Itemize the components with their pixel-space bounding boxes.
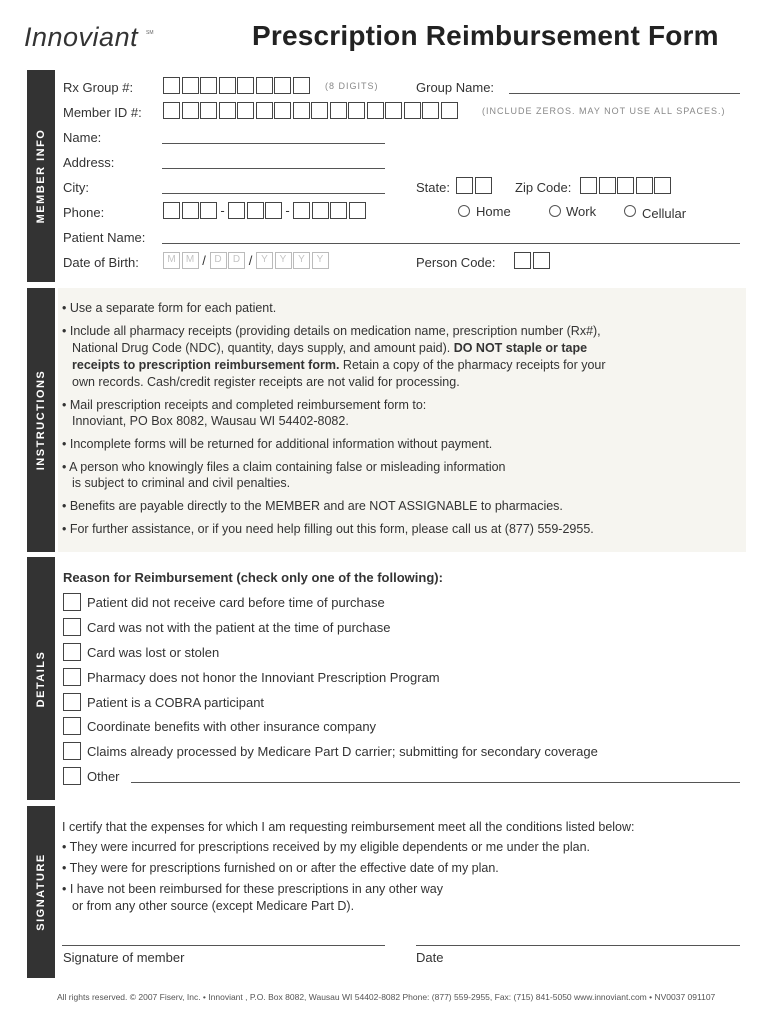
- patient-name-label: Patient Name:: [63, 230, 146, 245]
- zip-code-label: Zip Code:: [515, 180, 572, 195]
- group-name-field[interactable]: [509, 93, 740, 94]
- reason-heading: Reason for Reimbursement (check only one of the following):: [63, 570, 443, 585]
- signature-label: SIGNATURE: [35, 853, 47, 931]
- dob-placeholder: M: [185, 254, 195, 265]
- rx-group-label: Rx Group #:: [63, 80, 134, 95]
- instruction-item: • Incomplete forms will be returned for additional information without payment.: [62, 437, 493, 451]
- city-field[interactable]: [162, 193, 385, 194]
- work-radio[interactable]: [549, 205, 561, 217]
- certification-item: or from any other source (except Medicare Part D).: [72, 899, 355, 913]
- instruction-item: is subject to criminal and civil penalties.: [72, 476, 291, 490]
- instruction-item: • A person who knowingly files a claim containing false or misleading information: [62, 460, 506, 474]
- instructions-sidebar: [27, 288, 55, 552]
- reason-checkbox[interactable]: [63, 668, 81, 686]
- address-field[interactable]: [162, 168, 385, 169]
- zip-code-boxes[interactable]: [580, 177, 673, 194]
- details-label: DETAILS: [35, 650, 47, 707]
- reason-label: Card was not with the patient at the time of purchase: [87, 620, 391, 635]
- other-checkbox[interactable]: [63, 767, 81, 785]
- instruction-bold: receipts to prescription reimbursement form.: [72, 358, 340, 372]
- footer-text: All rights reserved. © 2007 Fiserv, Inc. • Innoviant , P.O. Box 8082, Wausau WI 54402-8082 Phone: (877) 559-2955, Fax: (715) 841-5050 www.innoviant.com • NV0037 091107: [57, 992, 716, 1002]
- other-label: Other: [87, 769, 120, 784]
- instruction-item: own records. Cash/credit register receipts are not valid for processing.: [72, 375, 460, 389]
- address-label: Address:: [63, 155, 115, 170]
- rx-group-boxes[interactable]: [163, 77, 311, 94]
- state-boxes[interactable]: [456, 177, 493, 194]
- instruction-item: • Mail prescription receipts and completed reimbursement form to:: [62, 398, 427, 412]
- dob-separator: /: [202, 253, 206, 268]
- patient-name-field[interactable]: [162, 243, 740, 244]
- dob-placeholder: D: [214, 254, 222, 265]
- dob-placeholder: Y: [298, 254, 305, 265]
- details-sidebar: [27, 557, 55, 800]
- reason-label: Claims already processed by Medicare Part D carrier; submitting for secondary coverage: [87, 744, 598, 759]
- instruction-item: Innoviant, PO Box 8082, Wausau WI 54402-8082.: [72, 414, 349, 428]
- member-id-hint: (INCLUDE ZEROS. MAY NOT USE ALL SPACES.): [482, 106, 726, 116]
- reason-checkbox[interactable]: [63, 693, 81, 711]
- certification-item: • They were for prescriptions furnished on or after the effective date of my plan.: [62, 861, 499, 875]
- reason-checkbox[interactable]: [63, 618, 81, 636]
- cellular-label: Cellular: [642, 206, 687, 221]
- home-label: Home: [476, 204, 511, 219]
- reason-label: Pharmacy does not honor the Innoviant Prescription Program: [87, 670, 440, 685]
- reason-label: Coordinate benefits with other insurance company: [87, 719, 377, 734]
- dob-placeholder: Y: [279, 254, 287, 265]
- phone-boxes[interactable]: [163, 202, 367, 219]
- phone-separator: -: [220, 203, 225, 218]
- name-field[interactable]: [162, 143, 385, 144]
- cellular-radio[interactable]: [624, 205, 636, 217]
- phone-label: Phone:: [63, 205, 105, 220]
- member-id-label: Member ID #:: [63, 105, 142, 120]
- instruction-item: [72, 357, 606, 374]
- city-label: City:: [63, 180, 89, 195]
- person-code-boxes[interactable]: [514, 252, 551, 269]
- work-label: Work: [566, 204, 597, 219]
- dob-placeholder: M: [167, 254, 176, 265]
- date-of-birth-boxes[interactable]: [163, 252, 330, 269]
- instruction-item: • Include all pharmacy receipts (providing details on medication name, prescription number (Rx#),: [62, 324, 601, 338]
- instruction-text: National Drug Code (NDC), quantity, days supply, and amount paid).: [72, 341, 451, 355]
- instructions-label: INSTRUCTIONS: [35, 369, 47, 471]
- form-title: Prescription Reimbursement Form: [252, 20, 719, 51]
- innoviant-logo: Innoviant: [24, 22, 139, 52]
- signature-of-member-label: Signature of member: [63, 950, 185, 965]
- reason-checkbox[interactable]: [63, 593, 81, 611]
- name-label: Name:: [63, 130, 102, 145]
- group-name-label: Group Name:: [416, 80, 495, 95]
- rx-group-hint: (8 DIGITS): [325, 81, 379, 91]
- phone-separator: -: [285, 203, 290, 218]
- instruction-text: Retain a copy of the pharmacy receipts for your: [342, 358, 606, 372]
- service-mark: SM: [146, 30, 154, 36]
- person-code-label: Person Code:: [416, 255, 496, 270]
- reason-label: Patient is a COBRA participant: [87, 695, 265, 710]
- instruction-item: • For further assistance, or if you need help filling out this form, please call us at (877) 559-2955.: [62, 522, 594, 536]
- dob-placeholder: Y: [316, 254, 324, 265]
- member-info-sidebar: [27, 70, 55, 282]
- reason-checkbox[interactable]: [63, 717, 81, 735]
- member-id-boxes[interactable]: [163, 102, 459, 119]
- date-field[interactable]: [416, 945, 740, 946]
- other-reason-field[interactable]: [131, 782, 740, 783]
- dob-separator: /: [248, 253, 253, 268]
- member-signature-field[interactable]: [62, 945, 385, 946]
- reason-label: Patient did not receive card before time of purchase: [87, 595, 385, 610]
- date-label: Date: [416, 950, 444, 965]
- reason-label: Card was lost or stolen: [87, 645, 220, 660]
- instruction-item: • Benefits are payable directly to the MEMBER and are NOT ASSIGNABLE to pharmacies.: [62, 499, 563, 513]
- date-of-birth-label: Date of Birth:: [63, 255, 139, 270]
- reason-checkbox[interactable]: [63, 643, 81, 661]
- reason-checkbox[interactable]: [63, 742, 81, 760]
- instruction-item: • Use a separate form for each patient.: [62, 301, 277, 315]
- home-radio[interactable]: [458, 205, 470, 217]
- certification-item: • They were incurred for prescriptions received by my eligible dependents or me under the plan.: [62, 840, 591, 854]
- signature-sidebar: [27, 806, 55, 978]
- certification-item: • I have not been reimbursed for these prescriptions in any other way: [62, 882, 443, 896]
- dob-placeholder: Y: [261, 254, 268, 265]
- state-label: State:: [416, 180, 450, 195]
- instruction-bold: DO NOT staple or tape: [453, 341, 588, 355]
- member-info-label: MEMBER INFO: [35, 128, 47, 224]
- certification-text: I certify that the expenses for which I am requesting reimbursement meet all the conditions listed below:: [62, 820, 635, 834]
- instruction-item: [72, 340, 587, 357]
- dob-placeholder: D: [232, 254, 241, 265]
